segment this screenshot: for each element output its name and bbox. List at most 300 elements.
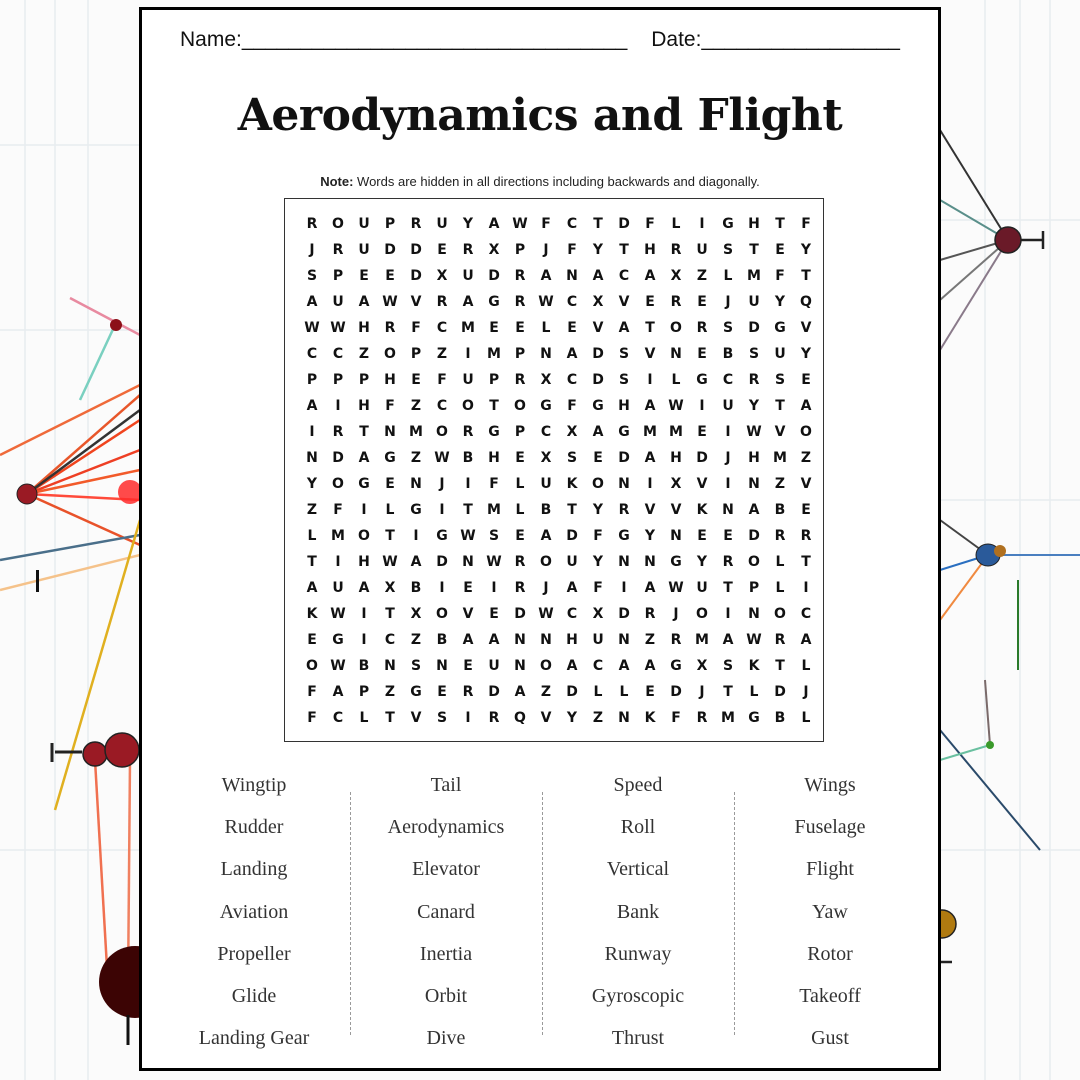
grid-letter[interactable]: A — [748, 502, 760, 518]
grid-letter[interactable]: A — [488, 216, 500, 232]
grid-letter[interactable]: T — [723, 580, 733, 596]
grid-letter[interactable]: X — [488, 242, 500, 258]
grid-letter[interactable]: U — [332, 580, 344, 596]
grid-letter[interactable]: O — [306, 658, 318, 674]
grid-letter[interactable]: N — [514, 658, 526, 674]
grid-letter[interactable]: O — [696, 606, 708, 622]
grid-letter[interactable]: E — [697, 346, 707, 362]
grid-letter[interactable]: W — [486, 554, 502, 570]
grid-letter[interactable]: N — [618, 554, 630, 570]
grid-letter[interactable]: I — [335, 398, 341, 414]
grid-letter[interactable]: B — [410, 580, 422, 596]
grid-letter[interactable]: V — [618, 294, 630, 310]
grid-letter[interactable]: R — [644, 606, 656, 622]
grid-letter[interactable]: M — [669, 424, 683, 440]
grid-letter[interactable]: N — [436, 658, 448, 674]
grid-letter[interactable]: O — [800, 424, 812, 440]
grid-letter[interactable]: P — [358, 372, 370, 388]
grid-letter[interactable]: U — [592, 632, 604, 648]
grid-letter[interactable]: E — [307, 632, 317, 648]
grid-letter[interactable]: T — [385, 606, 395, 622]
grid-letter[interactable]: D — [774, 684, 786, 700]
grid-letter[interactable]: S — [722, 242, 734, 258]
grid-letter[interactable]: R — [462, 684, 474, 700]
grid-letter[interactable]: E — [697, 294, 707, 310]
grid-letter[interactable]: M — [487, 502, 501, 518]
grid-letter[interactable]: N — [566, 268, 578, 284]
grid-letter[interactable]: M — [487, 346, 501, 362]
grid-letter[interactable]: A — [566, 658, 578, 674]
grid-letter[interactable]: V — [696, 476, 708, 492]
grid-letter[interactable]: Y — [592, 502, 604, 518]
grid-letter[interactable]: T — [463, 502, 473, 518]
grid-letter[interactable]: A — [722, 632, 734, 648]
grid-letter[interactable]: J — [439, 476, 445, 492]
grid-letter[interactable]: W — [304, 320, 320, 336]
grid-letter[interactable]: O — [462, 398, 474, 414]
grid-letter[interactable]: T — [619, 242, 629, 258]
grid-letter[interactable]: V — [462, 606, 474, 622]
grid-letter[interactable]: W — [330, 320, 346, 336]
grid-letter[interactable]: E — [437, 684, 447, 700]
grid-letter[interactable]: T — [385, 528, 395, 544]
grid-letter[interactable]: H — [748, 450, 760, 466]
grid-letter[interactable]: X — [696, 658, 708, 674]
grid-letter[interactable]: N — [384, 424, 396, 440]
grid-letter[interactable]: A — [800, 632, 812, 648]
grid-letter[interactable]: D — [618, 450, 630, 466]
grid-letter[interactable]: O — [436, 606, 448, 622]
grid-letter[interactable]: S — [618, 372, 630, 388]
grid-letter[interactable]: L — [385, 502, 395, 518]
grid-letter[interactable]: Y — [462, 216, 474, 232]
grid-letter[interactable]: R — [748, 372, 760, 388]
grid-letter[interactable]: J — [543, 242, 549, 258]
grid-letter[interactable]: E — [489, 606, 499, 622]
grid-letter[interactable]: S — [410, 658, 422, 674]
grid-letter[interactable]: L — [515, 502, 525, 518]
grid-letter[interactable]: O — [540, 658, 552, 674]
grid-letter[interactable]: L — [749, 684, 759, 700]
grid-letter[interactable]: A — [358, 294, 370, 310]
grid-letter[interactable]: F — [541, 216, 551, 232]
grid-letter[interactable]: V — [800, 320, 812, 336]
grid-letter[interactable]: F — [307, 710, 317, 726]
grid-letter[interactable]: G — [384, 450, 396, 466]
grid-letter[interactable]: I — [413, 528, 419, 544]
grid-letter[interactable]: Z — [436, 346, 448, 362]
grid-letter[interactable]: T — [723, 684, 733, 700]
grid-letter[interactable]: Z — [644, 632, 656, 648]
grid-letter[interactable]: W — [668, 580, 684, 596]
grid-letter[interactable]: E — [463, 658, 473, 674]
grid-letter[interactable]: I — [439, 502, 445, 518]
grid-letter[interactable]: Y — [644, 528, 656, 544]
grid-letter[interactable]: G — [774, 320, 786, 336]
grid-letter[interactable]: M — [747, 268, 761, 284]
grid-letter[interactable]: C — [566, 294, 578, 310]
grid-letter[interactable]: Y — [774, 294, 786, 310]
grid-letter[interactable]: N — [670, 528, 682, 544]
grid-letter[interactable]: R — [696, 320, 708, 336]
grid-letter[interactable]: L — [775, 580, 785, 596]
grid-letter[interactable]: R — [514, 554, 526, 570]
grid-letter[interactable]: I — [647, 372, 653, 388]
grid-letter[interactable]: R — [774, 528, 786, 544]
grid-letter[interactable]: A — [644, 580, 656, 596]
grid-letter[interactable]: Q — [514, 710, 526, 726]
grid-letter[interactable]: W — [512, 216, 528, 232]
grid-letter[interactable]: L — [671, 216, 681, 232]
grid-letter[interactable]: O — [748, 554, 760, 570]
grid-letter[interactable]: S — [436, 710, 448, 726]
grid-letter[interactable]: D — [566, 528, 578, 544]
grid-letter[interactable]: T — [775, 398, 785, 414]
grid-letter[interactable]: R — [462, 424, 474, 440]
grid-letter[interactable]: Y — [592, 242, 604, 258]
grid-letter[interactable]: C — [800, 606, 812, 622]
grid-letter[interactable]: S — [306, 268, 318, 284]
grid-letter[interactable]: X — [670, 476, 682, 492]
grid-letter[interactable]: E — [775, 242, 785, 258]
grid-letter[interactable]: R — [670, 242, 682, 258]
grid-letter[interactable]: J — [673, 606, 679, 622]
grid-letter[interactable]: I — [439, 580, 445, 596]
grid-letter[interactable]: O — [514, 398, 526, 414]
grid-letter[interactable]: V — [410, 294, 422, 310]
grid-letter[interactable]: L — [801, 658, 811, 674]
grid-letter[interactable]: V — [644, 346, 656, 362]
grid-letter[interactable]: E — [593, 450, 603, 466]
grid-letter[interactable]: P — [514, 424, 526, 440]
grid-letter[interactable]: A — [540, 268, 552, 284]
grid-letter[interactable]: E — [385, 476, 395, 492]
grid-letter[interactable]: T — [359, 424, 369, 440]
grid-letter[interactable]: Y — [800, 242, 812, 258]
grid-letter[interactable]: D — [696, 450, 708, 466]
grid-letter[interactable]: E — [645, 294, 655, 310]
grid-letter[interactable]: G — [436, 528, 448, 544]
grid-letter[interactable]: G — [410, 684, 422, 700]
grid-letter[interactable]: A — [540, 528, 552, 544]
grid-letter[interactable]: X — [592, 294, 604, 310]
grid-letter[interactable]: A — [306, 580, 318, 596]
grid-letter[interactable]: D — [670, 684, 682, 700]
grid-letter[interactable]: I — [335, 554, 341, 570]
grid-letter[interactable]: C — [384, 632, 396, 648]
grid-letter[interactable]: F — [333, 502, 343, 518]
grid-letter[interactable]: J — [699, 684, 705, 700]
grid-letter[interactable]: W — [538, 606, 554, 622]
grid-letter[interactable]: E — [697, 528, 707, 544]
grid-letter[interactable]: R — [332, 424, 344, 440]
grid-letter[interactable]: J — [725, 450, 731, 466]
grid-letter[interactable]: Q — [800, 294, 812, 310]
grid-letter[interactable]: E — [697, 424, 707, 440]
grid-letter[interactable]: F — [489, 476, 499, 492]
grid-letter[interactable]: N — [748, 476, 760, 492]
grid-letter[interactable]: I — [621, 580, 627, 596]
grid-letter[interactable]: C — [566, 606, 578, 622]
grid-letter[interactable]: L — [671, 372, 681, 388]
grid-letter[interactable]: G — [696, 372, 708, 388]
grid-letter[interactable]: E — [515, 450, 525, 466]
grid-letter[interactable]: P — [332, 372, 344, 388]
grid-letter[interactable]: R — [306, 216, 318, 232]
grid-letter[interactable]: N — [748, 606, 760, 622]
grid-letter[interactable]: G — [618, 424, 630, 440]
grid-letter[interactable]: A — [488, 632, 500, 648]
grid-letter[interactable]: L — [723, 268, 733, 284]
grid-letter[interactable]: W — [330, 658, 346, 674]
grid-letter[interactable]: W — [746, 424, 762, 440]
grid-letter[interactable]: Z — [410, 450, 422, 466]
grid-letter[interactable]: I — [361, 632, 367, 648]
grid-letter[interactable]: N — [644, 554, 656, 570]
grid-letter[interactable]: C — [436, 398, 448, 414]
grid-letter[interactable]: T — [645, 320, 655, 336]
grid-letter[interactable]: N — [540, 632, 552, 648]
grid-letter[interactable]: C — [540, 424, 552, 440]
grid-letter[interactable]: I — [465, 476, 471, 492]
grid-letter[interactable]: R — [514, 294, 526, 310]
grid-letter[interactable]: K — [644, 710, 656, 726]
grid-letter[interactable]: G — [722, 216, 734, 232]
grid-letter[interactable]: C — [722, 372, 734, 388]
grid-letter[interactable]: X — [384, 580, 396, 596]
grid-letter[interactable]: W — [434, 450, 450, 466]
grid-letter[interactable]: U — [540, 476, 552, 492]
grid-letter[interactable]: X — [540, 372, 552, 388]
grid-letter[interactable]: A — [618, 658, 630, 674]
grid-letter[interactable]: M — [643, 424, 657, 440]
grid-letter[interactable]: B — [774, 502, 786, 518]
grid-letter[interactable]: M — [461, 320, 475, 336]
grid-letter[interactable]: O — [358, 528, 370, 544]
grid-letter[interactable]: S — [618, 346, 630, 362]
grid-letter[interactable]: B — [540, 502, 552, 518]
grid-letter[interactable]: W — [382, 554, 398, 570]
grid-letter[interactable]: A — [644, 450, 656, 466]
grid-letter[interactable]: H — [748, 216, 760, 232]
grid-letter[interactable]: V — [540, 710, 552, 726]
grid-letter[interactable]: R — [436, 294, 448, 310]
grid-letter[interactable]: T — [801, 554, 811, 570]
grid-letter[interactable]: R — [332, 242, 344, 258]
grid-letter[interactable]: V — [800, 476, 812, 492]
grid-letter[interactable]: W — [746, 632, 762, 648]
grid-letter[interactable]: W — [382, 294, 398, 310]
grid-letter[interactable]: Z — [774, 476, 786, 492]
grid-letter[interactable]: H — [566, 632, 578, 648]
grid-letter[interactable]: O — [332, 216, 344, 232]
grid-letter[interactable]: E — [645, 684, 655, 700]
grid-letter[interactable]: C — [332, 346, 344, 362]
grid-letter[interactable]: B — [436, 632, 448, 648]
grid-letter[interactable]: R — [800, 528, 812, 544]
grid-letter[interactable]: D — [592, 372, 604, 388]
grid-letter[interactable]: H — [618, 398, 630, 414]
grid-letter[interactable]: E — [801, 502, 811, 518]
grid-letter[interactable]: N — [462, 554, 474, 570]
grid-letter[interactable]: Z — [410, 632, 422, 648]
grid-letter[interactable]: U — [722, 398, 734, 414]
grid-letter[interactable]: A — [306, 398, 318, 414]
grid-letter[interactable]: D — [748, 528, 760, 544]
grid-letter[interactable]: H — [358, 554, 370, 570]
grid-letter[interactable]: F — [645, 216, 655, 232]
grid-letter[interactable]: A — [644, 268, 656, 284]
grid-letter[interactable]: D — [566, 684, 578, 700]
grid-letter[interactable]: A — [410, 554, 422, 570]
grid-letter[interactable]: D — [488, 684, 500, 700]
grid-letter[interactable]: M — [721, 710, 735, 726]
grid-letter[interactable]: D — [618, 606, 630, 622]
grid-letter[interactable]: G — [358, 476, 370, 492]
grid-letter[interactable]: S — [774, 372, 786, 388]
grid-letter[interactable]: I — [725, 476, 731, 492]
grid-letter[interactable]: N — [540, 346, 552, 362]
grid-letter[interactable]: A — [462, 632, 474, 648]
grid-letter[interactable]: H — [488, 450, 500, 466]
grid-letter[interactable]: O — [384, 346, 396, 362]
grid-letter[interactable]: Z — [592, 710, 604, 726]
grid-letter[interactable]: O — [592, 476, 604, 492]
grid-letter[interactable]: O — [436, 424, 448, 440]
grid-letter[interactable]: S — [566, 450, 578, 466]
grid-letter[interactable]: G — [540, 398, 552, 414]
grid-letter[interactable]: F — [307, 684, 317, 700]
grid-letter[interactable]: X — [670, 268, 682, 284]
grid-letter[interactable]: R — [514, 268, 526, 284]
grid-letter[interactable]: D — [384, 242, 396, 258]
grid-letter[interactable]: V — [670, 502, 682, 518]
grid-letter[interactable]: L — [801, 710, 811, 726]
grid-letter[interactable]: A — [592, 268, 604, 284]
grid-letter[interactable]: R — [696, 710, 708, 726]
grid-letter[interactable]: U — [462, 268, 474, 284]
grid-letter[interactable]: G — [410, 502, 422, 518]
grid-letter[interactable]: I — [465, 346, 471, 362]
grid-letter[interactable]: C — [566, 372, 578, 388]
grid-letter[interactable]: K — [748, 658, 760, 674]
grid-letter[interactable]: Z — [410, 398, 422, 414]
grid-letter[interactable]: O — [670, 320, 682, 336]
grid-letter[interactable]: E — [489, 320, 499, 336]
grid-letter[interactable]: N — [670, 346, 682, 362]
grid-letter[interactable]: U — [696, 580, 708, 596]
grid-letter[interactable]: M — [331, 528, 345, 544]
grid-letter[interactable]: N — [410, 476, 422, 492]
grid-letter[interactable]: I — [309, 424, 315, 440]
grid-letter[interactable]: L — [619, 684, 629, 700]
grid-letter[interactable]: U — [332, 294, 344, 310]
grid-letter[interactable]: R — [722, 554, 734, 570]
grid-letter[interactable]: Y — [306, 476, 318, 492]
grid-letter[interactable]: I — [725, 424, 731, 440]
grid-letter[interactable]: E — [385, 268, 395, 284]
grid-letter[interactable]: U — [358, 216, 370, 232]
grid-letter[interactable]: U — [358, 242, 370, 258]
grid-letter[interactable]: M — [773, 450, 787, 466]
grid-letter[interactable]: F — [801, 216, 811, 232]
grid-letter[interactable]: I — [699, 216, 705, 232]
grid-letter[interactable]: Y — [592, 554, 604, 570]
grid-letter[interactable]: S — [722, 320, 734, 336]
grid-letter[interactable]: N — [618, 632, 630, 648]
grid-letter[interactable]: G — [592, 398, 604, 414]
grid-letter[interactable]: P — [306, 372, 318, 388]
grid-letter[interactable]: A — [358, 580, 370, 596]
grid-letter[interactable]: F — [567, 398, 577, 414]
grid-letter[interactable]: J — [803, 684, 809, 700]
grid-letter[interactable]: D — [410, 242, 422, 258]
grid-letter[interactable]: F — [775, 268, 785, 284]
grid-letter[interactable]: Y — [748, 398, 760, 414]
grid-letter[interactable]: C — [592, 658, 604, 674]
grid-letter[interactable]: R — [618, 502, 630, 518]
grid-letter[interactable]: R — [670, 294, 682, 310]
grid-letter[interactable]: S — [488, 528, 500, 544]
grid-letter[interactable]: P — [358, 684, 370, 700]
name-field[interactable]: Name:_________________________________ — [180, 28, 628, 51]
grid-letter[interactable]: I — [647, 476, 653, 492]
grid-letter[interactable]: Z — [696, 268, 708, 284]
grid-letter[interactable]: R — [670, 632, 682, 648]
grid-letter[interactable]: Y — [566, 710, 578, 726]
grid-letter[interactable]: W — [460, 528, 476, 544]
grid-letter[interactable]: U — [436, 216, 448, 232]
grid-letter[interactable]: T — [801, 268, 811, 284]
grid-letter[interactable]: X — [410, 606, 422, 622]
grid-letter[interactable]: S — [748, 346, 760, 362]
grid-letter[interactable]: D — [618, 216, 630, 232]
grid-letter[interactable]: J — [725, 294, 731, 310]
grid-letter[interactable]: X — [540, 450, 552, 466]
grid-letter[interactable]: G — [748, 710, 760, 726]
grid-letter[interactable]: H — [358, 320, 370, 336]
grid-letter[interactable]: S — [722, 658, 734, 674]
grid-letter[interactable]: I — [491, 580, 497, 596]
grid-letter[interactable]: T — [385, 710, 395, 726]
grid-letter[interactable]: C — [436, 320, 448, 336]
grid-letter[interactable]: A — [800, 398, 812, 414]
grid-letter[interactable]: B — [358, 658, 370, 674]
grid-letter[interactable]: R — [774, 632, 786, 648]
grid-letter[interactable]: K — [566, 476, 578, 492]
grid-letter[interactable]: X — [592, 606, 604, 622]
grid-letter[interactable]: V — [592, 320, 604, 336]
grid-letter[interactable]: N — [722, 502, 734, 518]
grid-letter[interactable]: N — [384, 658, 396, 674]
grid-letter[interactable]: D — [488, 268, 500, 284]
grid-letter[interactable]: Z — [800, 450, 812, 466]
grid-letter[interactable]: P — [332, 268, 344, 284]
grid-letter[interactable]: F — [567, 242, 577, 258]
grid-letter[interactable]: G — [670, 658, 682, 674]
grid-letter[interactable]: G — [618, 528, 630, 544]
grid-letter[interactable]: E — [515, 320, 525, 336]
grid-letter[interactable]: K — [306, 606, 318, 622]
grid-letter[interactable]: T — [567, 502, 577, 518]
grid-letter[interactable]: A — [332, 684, 344, 700]
grid-letter[interactable]: I — [465, 710, 471, 726]
grid-letter[interactable]: H — [670, 450, 682, 466]
grid-letter[interactable]: W — [668, 398, 684, 414]
grid-letter[interactable]: T — [749, 242, 759, 258]
grid-letter[interactable]: U — [696, 242, 708, 258]
grid-letter[interactable]: A — [618, 320, 630, 336]
